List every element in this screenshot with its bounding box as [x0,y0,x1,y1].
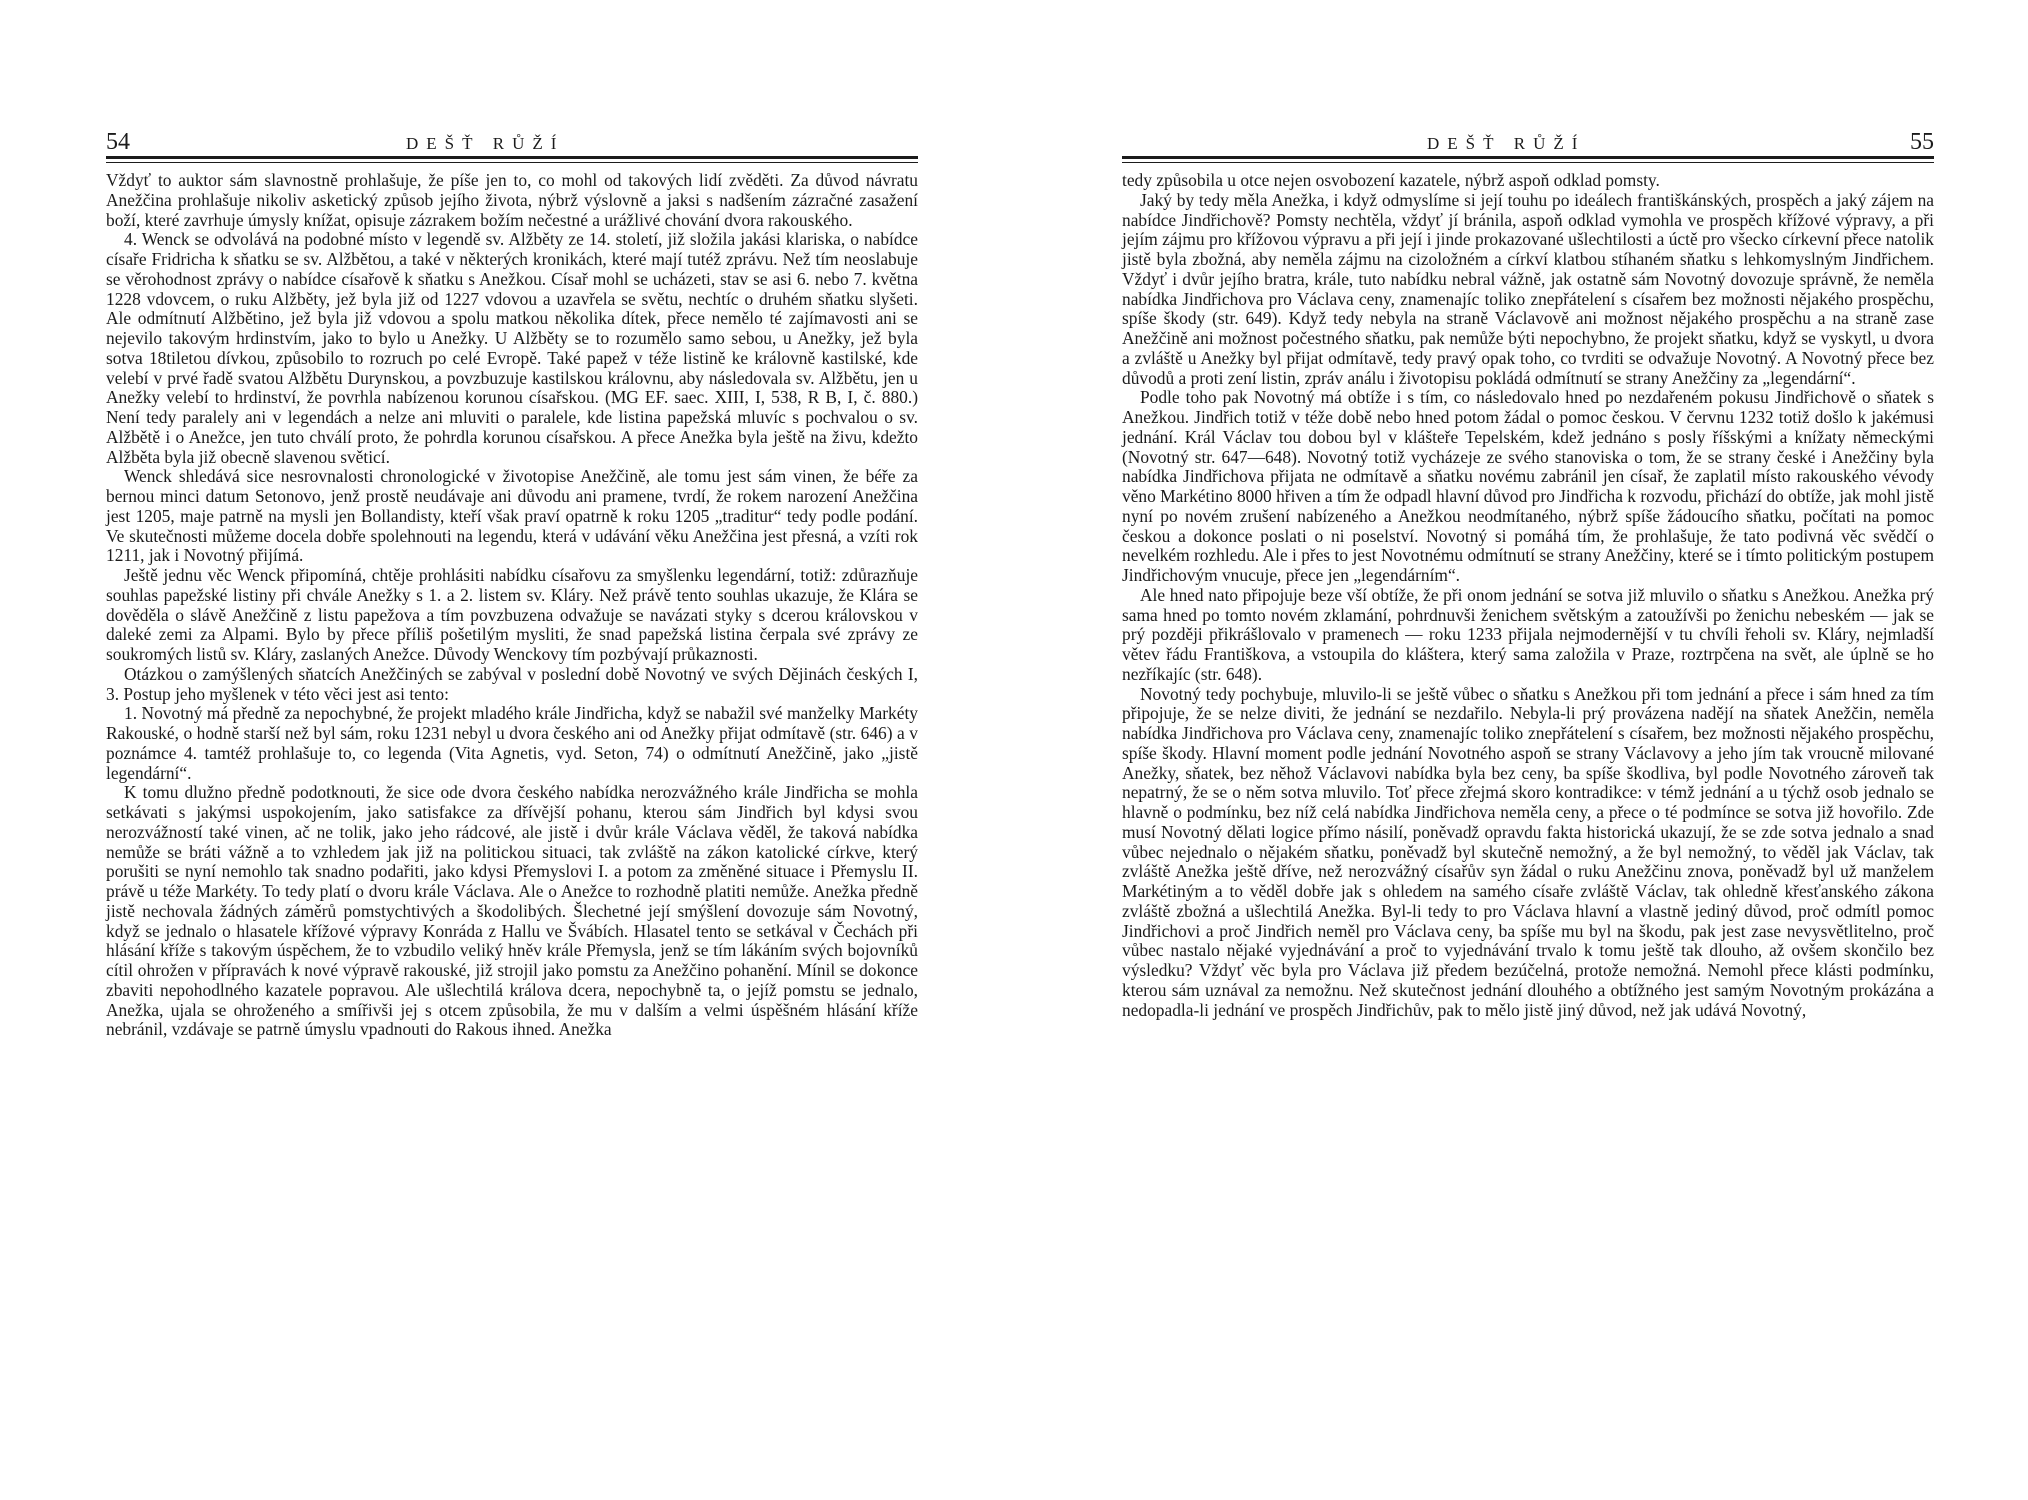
right-page-number: 55 [1910,129,1934,155]
right-page-header [1122,122,1934,159]
paragraph: tedy způsobila u otce nejen osvobození kazatele, nýbrž aspoň odklad pomsty. [1122,170,1660,190]
paragraph: Ještě jednu věc Wenck připomíná, chtěje prohlásiti nabídku císařovu za smyšlenku legendární, totiž: zdůrazňuje souhlas papežské listiny při chvále Anežky s 1. a 2. listem sv. Kláry. Než právě tento souhlas ukazuje, že Klára se dověděla o slávě Anežčině z listu papežova a tím povzbuzena odvažuje se navázati styky s dcerou královskou v daleké zemi za Alpami. Bylo by přece příliš pošetilým mysliti, že snad papežská listina čerpala své zprávy ze soukromých listů sv. Kláry, zaslaných Anežce. Důvody Wenckovy tím pozbývají průkaznosti. [106,565,918,664]
paragraph: Ale hned nato připojuje beze vší obtíže, že při onom jednání se sotva již mluvilo o sňatku s Anežkou. Anežka prý sama hned po tomto novém zklamání, pohrdnuvši ženichem světským a zatoužívši po ženichu nebeském — jak se prý později přikrášlovalo v pramenech — roku 1233 přijala nejmodernější v tu chvíli řeholi sv. Kláry, nejmladší větev řádu Františkova, a vstoupila do kláštera, který sama založila v Praze, roztrpčena na svět, ale úplně se ho nezříkajíc (str. 648). [1122,584,1934,684]
paragraph: 1. Novotný má předně za nepochybné, že projekt mladého krále Jindřicha, když se nabažil své manželky Markéty Rakouské, o hodně starší než byl sám, roku 1231 nebyl u dvora českého ani od Anežky přijat odmítavě (str. 646) a v poznámce 4. tamtéž prohlašuje to, co legenda (Vita Agnetis, vyd. Seton, 74) o odmítnutí Anežčině, jako „jistě legendární“. [106,703,918,783]
right-page [1122,122,1934,1020]
paragraph: 4. Wenck se odvolává na podobné místo v legendě sv. Alžběty ze 14. století, již složila jakási klariska, o nabídce císaře Fridricha k sňatku se sv. Alžbětou, a také v některých kronikách, které mají tutéž zprávu. Než tím neoslabuje se věrohodnost zprávy o nabídce císařově k sňatku s Anežkou. Císař mohl se ucházeti, stav se asi 6. nebo 7. května 1228 vdovcem, o ruku Alžběty, jež byla již od 1227 vdovou a uzavřela se světu, nechtíc o druhém sňatku slyšeti. Ale odmítnutí Alžbětino, jež byla již vdovou a spolu matkou několika dítek, přece nemělo té zajímavosti ani se nejevilo takovým hrdinstvím, jako to bylo u Anežky. U Alžběty se to rozumělo samo sebou, u Anežky, jež byla sotva 18tiletou dívkou, způsobilo to rozruch po celé Evropě. Také papež v téže listině ke královně kastilské, kde velebí v prvé řadě svatou Alžbětu Durynskou, a povzbuzuje kastilskou královnu, aby následovala sv. Alžbětu, jen u Anežky velebí to hrdinství, že povrhla nabízenou korunou císařskou. (MG EF. saec. XIII, I, 538, R B, I, č. 880.) Není tedy paralely ani v legendách a nelze ani mluviti o paralele, kde listina papežská mluvíc s pochvalou o sv. Alžbětě i o Anežce, jen tuto chválí proto, že pohrdla korunou císařskou. A přece Anežka byla ještě na živu, kdežto Alžběta byla již obecně slavenou světicí. [106,229,918,467]
paragraph: Wenck shledává sice nesrovnalosti chronologické v životopise Anežčině, ale tomu jest sám vinen, že béře za bernou minci datum Setonovo, jenž prostě neudávaje ani důvodu ani pramene, tvrdí, že rokem narození Anežčina jest 1205, maje patrně na mysli jen Bollandisty, kteří však praví opatrně k roku 1205 „traditur“ tedy podle podání. Ve skutečnosti můžeme docela dobře spolehnouti na legendu, která v udávání věku Anežčina jest přesná, a vzíti rok 1211, jak i Novotný přijímá. [106,466,918,566]
right-page-body [1122,171,1934,1020]
left-header-rule [106,162,918,163]
paragraph: Vždyť to auktor sám slavnostně prohlašuje, že píše jen to, co mohl od takových lidí zvěděti. Za důvod návratu Anežčina prohlašuje nikoliv asketický způsob jejího života, nýbrž výslovně a jaksi s nadšením zázračné zasažení boží, které zavrhuje úmysly knížat, opisuje zázrakem božím nečestné a urážlivé chování dvora rakouského. [106,170,918,230]
left-page-body [106,171,918,1040]
paragraph: Otázkou o zamýšlených sňatcích Anežčiných se zabýval v poslední době Novotný ve svých Dějinách českých I, 3. Postup jeho myšlenek v této věci jest asi tento: [106,663,918,704]
paragraph: K tomu dlužno předně podotknouti, že sice ode dvora českého nabídka nerozvážného krále Jindřicha se mohla setkávati s jakýmsi uspokojením, jako satisfakce za dřívější pohanu, kterou sám Jindřich byl kdysi svou nerozvážností také vinen, ač ne tolik, jako jeho rádcové, ale jistě i dvůr krále Václava věděl, že taková nabídka nemůže se bráti vážně a to vzhledem jak již na politickou situaci, tak zvláště na zákon katolické církve, který porušiti se nyní nemohlo tak snadno podařiti, jako kdysi Přemyslovi I. a potom za změněné situace i Přemyslu II. právě u téže Markéty. To tedy platí o dvoru krále Václava. Ale o Anežce to rozhodně platiti nemůže. Anežka předně jistě nechovala žádných záměrů pomstychtivých a škodolibých. Šlechetné její smýšlení dovozuje sám Novotný, když se jednalo o hlasatele křížové výpravy Konráda z Hallu ve Švábích. Hlasatel tento se setkával v Čechách při hlásání kříže s takovým úspěchem, že to vzbudilo veliký hněv krále Přemysla, jenž se tím lákáním svých bojovníků cítil ohrožen v přípravách k nové výpravě rakouské, již strojil jako pomstu za Anežčino pohanění. Mínil se dokonce zbaviti nepohodlného kazatele popravou. Ale ušlechtilá králova dcera, nepochybně ta, o jejíž pomstu se jednalo, Anežka, ujala se ohroženého a smířivši jej s otcem způsobila, že mu v dalším a velmi úspěšném hlásání kříže nebránil, vzdávaje se patrně úmyslu vpadnouti do Rakous ihned. Anežka [106,782,918,1040]
left-page [106,122,918,1040]
left-running-title: DEŠŤ RŮŽÍ [406,134,565,153]
left-page-number: 54 [106,129,130,155]
paragraph: Podle toho pak Novotný má obtíže i s tím, co následovalo hned po nezdařeném pokusu Jindřichově o sňatek s Anežkou. Jindřich totiž v téže době nebo hned potom žádal o pomoc českou. V červnu 1232 totiž došlo k jakémusi jednání. Král Václav tou dobou byl v klášteře Tepelském, kdež jednáno s posly říšskými a knížaty německými (Novotný str. 647—648). Novotný totiž vycházeje ze svého stanoviska o tom, že se strany české i Anežčiny byla nabídka Jindřichova přijata ne odmítavě a sňatku novému zabránil jen císař, že zaplatil místo rakouského vévody věno Markétino 8000 hřiven a tím že odpadl hlavní důvod pro Jindřicha k rozvodu, přichází do obtíže, jak mohl jistě nyní po novém zrušení nabízeného a Anežkou neodmítaného, nýbrž spíše žádoucího sňatku, počítati na pomoc českou a dokonce poslati o ni poselství. Novotný si pomáhá tím, že prohlašuje, že tato podivná věc svědčí o nevelkém rozhledu. Ale i přes to jest Novotnému odmítnutí se strany Anežčiny, které se i tímto politickým postupem Jindřichovým vnucuje, přece jen „legendárním“. [1122,387,1934,585]
paragraph: Novotný tedy pochybuje, mluvilo-li se ještě vůbec o sňatku s Anežkou při tom jednání a přece i sám hned za tím připojuje, že se nelze diviti, že jednání se nezdařilo. Nebyla-li prý provázena nadějí na sňatek Anežčin, neměla nabídka Jindřichova pro Václava ceny, znamenajíc toliko znepřátelení s císařem, bez možnosti nějakého prospěchu, spíše škody. Hlavní moment podle jednání Novotného aspoň se strany Václavovy a jeho jím tak vroucně milované Anežky, sňatek, bez něhož Václavovi nabídka byla bez ceny, ba spíše škodliva, byl podle Novotného zároveň tak nepatrný, že se o něm sotva mluvilo. Toť přece zřejmá skoro kontradikce: v témž jednání a u týchž osob jednalo se hlavně o podmínku, bez níž celá nabídka Jindřichova neměla ceny, a přece o té podmínce se sotva již hovořilo. Zde musí Novotný dělati logice přímo násilí, poněvadž opravdu fakta historická ukazují, že se zde sotva jednalo a snad vůbec nejednalo o nějakém sňatku, poněvadž byl skutečně nemožný, a že byl nemožný, to věděl jak Václav, tak zvláště Anežka ještě dříve, než nerozvážný císařův syn žádal o ruku Anežčinu znova, poněvadž byl už manželem Markétiným a to věděl dobře jak s ohledem na samého císaře zvláště Václav, tak ohledně křesťanského zákona zvláště zbožná a ušlechtilá Anežka. Byl-li tedy to pro Václava hlavní a vlastně jediný důvod, proč odmítl pomoc Jindřichovi a proč Jindřich neměl pro Václava ceny, ba spíše mu byl na škodu, pak jest zase nevysvětlitelno, proč vůbec nastalo nějaké vyjednávání a proč to vyjednávání trvalo k tomu ještě tak dlouho, až ovšem skončilo bez výsledku? Vždyť věc byla pro Václava již předem bezúčelná, protože nemožná. Nemohl přece klásti podmínku, kterou sám uznával za nemožnu. Než skutečnost jednání dlouhého a obtížného jest samým Novotným prokázána a nedopadla-li jednání ve prospěch Jindřichův, pak to mělo jistě jiný důvod, než jak udává Novotný, [1122,683,1934,1020]
right-running-title: DEŠŤ RŮŽÍ [1427,134,1586,153]
right-header-rule [1122,162,1934,163]
left-page-header [106,122,918,159]
paragraph: Jaký by tedy měla Anežka, i když odmyslíme si její touhu po ideálech františkánských, prospěch a jaký zájem na nabídce Jindřichově? Pomsty nechtěla, vždyť jí bránila, aspoň odklad vymohla ve prospěch křížové výpravy, a při jejím zájmu pro křížovou výpravu a při její i jinde prokazované ušlechtilosti a úctě pro všecko církevní přece natolik jistě byla zbožná, aby neměla zájmu na cizoložném a církví klatbou stíhaném sňatku s lehkomyslným Jindřichem. Vždyť i dvůr jejího bratra, krále, tuto nabídku nebral vážně, jak ostatně sám Novotný dovozuje správně, že neměla nabídka Jindřichova pro Václava ceny, znamenajíc toliko znepřátelení s císařem bez možnosti nějakého prospěchu, spíše škody (str. 649). Když tedy nebyla na straně Václavově ani možnost nějakého prospěchu a na straně zase Anežčině ani možnost počestného sňatku, pak nemůže býti nepochybno, že projekt sňatku, když se vyskytl, u dvora a zvláště u Anežky byl přijat odmítavě, tedy pravý opak toho, co tvrditi se odvažuje Novotný. A Novotný přece bez důvodů a proti zení listin, zpráv análu i životopisu pokládá odmítnutí se strany Anežčiny za „legendární“. [1122,189,1934,388]
